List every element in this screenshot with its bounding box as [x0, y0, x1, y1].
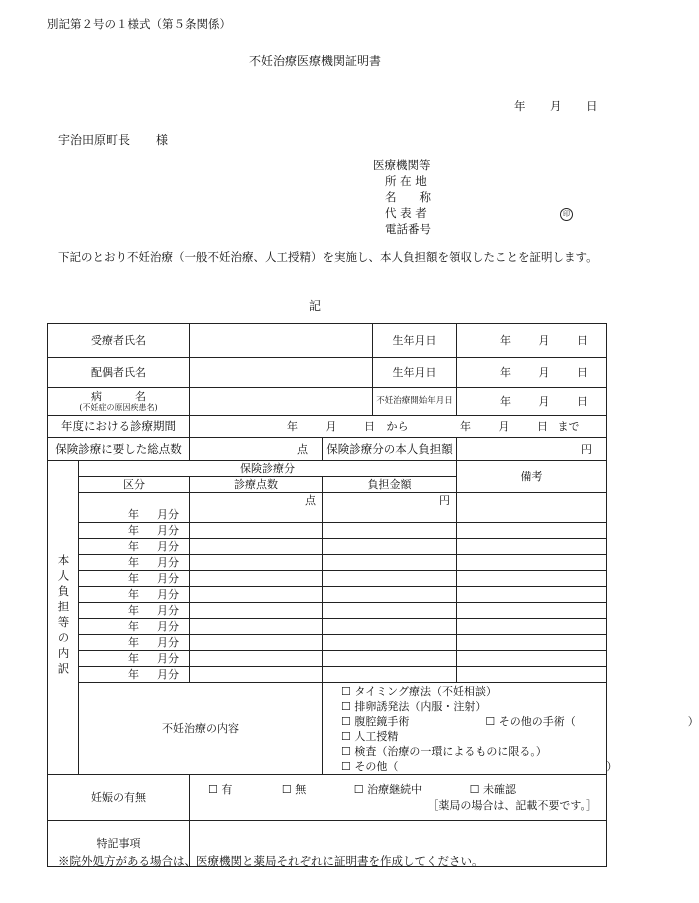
month-row: [48, 523, 607, 539]
month-remarks[interactable]: [457, 603, 607, 619]
period-from: から: [386, 420, 409, 433]
intro-statement: 下記のとおり不妊治療（一般不妊治療、人工授精）を実施し、本人負担額を領収したことを証明します。: [58, 250, 598, 264]
month-label: 年 月分: [79, 539, 190, 555]
issuer-address: 所 在 地: [385, 174, 427, 188]
special-label: 特記事項: [48, 821, 190, 867]
date-month: 月: [550, 99, 562, 113]
month-amount[interactable]: [323, 539, 457, 555]
addressee-honorific: 様: [156, 133, 169, 147]
month-points[interactable]: [190, 493, 323, 523]
period-d1: 日: [364, 420, 376, 433]
row-period: [48, 416, 607, 438]
point-unit: 点: [297, 442, 309, 456]
month-amount[interactable]: [323, 667, 457, 683]
month-row: [48, 619, 607, 635]
dob-year: 年: [500, 334, 512, 347]
pregnancy-note: ［薬局の場合は、記載不要です。］: [427, 798, 598, 812]
month-points[interactable]: [190, 667, 323, 683]
row-breakdown-header1: [48, 461, 607, 477]
amount-header: 負担金額: [323, 477, 457, 493]
month-amount[interactable]: [323, 603, 457, 619]
month-remarks[interactable]: [457, 539, 607, 555]
pregnancy-unconfirmed[interactable]: ☐ 未確認: [469, 782, 516, 796]
month-row: [48, 667, 607, 683]
month-amount[interactable]: [323, 493, 457, 523]
month-remarks[interactable]: [457, 635, 607, 651]
row-patient: [48, 324, 607, 358]
row-treatment: [48, 683, 607, 775]
issuer-phone: 電話番号: [385, 222, 431, 236]
start-date-field[interactable]: [457, 388, 607, 416]
dob-day: 日: [577, 366, 589, 379]
total-points-label: 保険診療に要した総点数: [48, 438, 190, 461]
dob-month: 月: [538, 334, 550, 347]
month-row: [48, 493, 607, 523]
month-label: 年 月分: [79, 493, 190, 523]
burden-field[interactable]: [457, 438, 607, 461]
month-label: 年 月分: [79, 603, 190, 619]
patient-name-label: 受療者氏名: [48, 324, 190, 358]
month-remarks[interactable]: [457, 587, 607, 603]
remarks-header: 備考: [457, 461, 607, 493]
ki-heading: 記: [308, 299, 321, 313]
period-d2: 日: [537, 420, 549, 433]
period-m2: 月: [498, 420, 510, 433]
patient-dob-label: 生年月日: [373, 324, 457, 358]
month-points[interactable]: [190, 539, 323, 555]
row-pregnancy: [48, 775, 607, 821]
footnote: ※院外処方がある場合は、医療機関と薬局それぞれに証明書を作成してください。: [58, 854, 484, 868]
start-year: 年: [500, 395, 512, 408]
breakdown-vertical-label: 本人負担等の内訳: [48, 461, 79, 775]
month-label: 年 月分: [79, 667, 190, 683]
pregnancy-yes[interactable]: ☐ 有: [208, 782, 233, 796]
month-label: 年 月分: [79, 587, 190, 603]
dob-month: 月: [538, 366, 550, 379]
month-points[interactable]: [190, 603, 323, 619]
spouse-dob-field[interactable]: [457, 358, 607, 388]
month-remarks[interactable]: [457, 555, 607, 571]
month-points[interactable]: [190, 523, 323, 539]
month-label: 年 月分: [79, 619, 190, 635]
month-amount[interactable]: [323, 523, 457, 539]
month-amount[interactable]: [323, 587, 457, 603]
document-title: 不妊治療医療機関証明書: [248, 54, 381, 68]
point-unit: 点: [305, 494, 317, 507]
treatment-other[interactable]: ☐ その他（ ）: [341, 759, 618, 773]
pregnancy-label: 妊娠の有無: [48, 775, 190, 821]
spouse-dob-label: 生年月日: [373, 358, 457, 388]
patient-name-field[interactable]: [190, 324, 373, 358]
month-amount[interactable]: [323, 555, 457, 571]
points-header: 診療点数: [190, 477, 323, 493]
date-year: 年: [514, 99, 526, 113]
disease-field[interactable]: [190, 388, 373, 416]
month-remarks[interactable]: [457, 523, 607, 539]
dob-year: 年: [500, 366, 512, 379]
dob-day: 日: [577, 334, 589, 347]
month-points[interactable]: [190, 651, 323, 667]
period-y2: 年: [460, 420, 472, 433]
treatment-ovulation[interactable]: ☐ 排卵誘発法（内服・注射）: [341, 699, 487, 713]
month-row: [48, 539, 607, 555]
month-amount[interactable]: [323, 635, 457, 651]
month-points[interactable]: [190, 571, 323, 587]
insured-header: 保険診療分: [79, 461, 457, 477]
seal-icon: 印: [560, 206, 573, 221]
month-remarks[interactable]: [457, 493, 607, 523]
burden-label: 保険診療分の本人負担額: [323, 438, 457, 461]
month-row: [48, 651, 607, 667]
period-m1: 月: [325, 420, 337, 433]
issuer-representative: 代 表 者: [385, 206, 427, 220]
month-remarks[interactable]: [457, 651, 607, 667]
start-date-label: 不妊治療開始年月日: [373, 388, 457, 416]
month-label: 年 月分: [79, 523, 190, 539]
row-totals: [48, 438, 607, 461]
treatment-label: 不妊治療の内容: [79, 683, 323, 775]
spouse-name-field[interactable]: [190, 358, 373, 388]
disease-label-text: 病 名: [91, 390, 147, 403]
spouse-name-label: 配偶者氏名: [48, 358, 190, 388]
yen-unit: 円: [439, 494, 451, 507]
row-disease: [48, 388, 607, 416]
month-row: [48, 555, 607, 571]
month-label: 年 月分: [79, 555, 190, 571]
month-label: 年 月分: [79, 571, 190, 587]
row-spouse: [48, 358, 607, 388]
certificate-table: [47, 323, 699, 867]
period-to: まで: [557, 420, 580, 433]
start-month: 月: [538, 395, 550, 408]
month-amount[interactable]: [323, 619, 457, 635]
pregnancy-continuing[interactable]: ☐ 治療継続中: [353, 782, 423, 796]
month-row: [48, 571, 607, 587]
month-label: 年 月分: [79, 651, 190, 667]
treatment-ai[interactable]: ☐ 人工授精: [341, 729, 399, 743]
yen-unit: 円: [581, 442, 593, 456]
pregnancy-no[interactable]: ☐ 無: [281, 782, 307, 796]
disease-note: (不妊症の原因疾患名): [79, 403, 158, 412]
issuer-name: 名 称: [385, 190, 431, 204]
treatment-options: [323, 683, 699, 775]
month-remarks[interactable]: [457, 571, 607, 587]
month-row: [48, 635, 607, 651]
period-y1: 年: [287, 420, 299, 433]
treatment-other-surgery[interactable]: ☐ その他の手術（ ）: [485, 714, 699, 728]
start-day: 日: [577, 395, 589, 408]
month-remarks[interactable]: [457, 619, 607, 635]
category-header: 区分: [79, 477, 190, 493]
month-points[interactable]: [190, 635, 323, 651]
month-points[interactable]: [190, 587, 323, 603]
month-amount[interactable]: [323, 571, 457, 587]
addressee: [58, 131, 168, 148]
total-points-field[interactable]: [190, 438, 323, 461]
month-points[interactable]: [190, 555, 323, 571]
period-label: 年度における診療期間: [48, 416, 190, 438]
month-remarks[interactable]: [457, 667, 607, 683]
issuer-heading: 医療機関等: [373, 158, 431, 172]
month-label: 年 月分: [79, 635, 190, 651]
month-points[interactable]: [190, 619, 323, 635]
treatment-laparoscopy[interactable]: ☐ 腹腔鏡手術 ☐ その他の手術（ ）: [341, 714, 699, 728]
date-day: 日: [586, 99, 598, 113]
treatment-exam[interactable]: ☐ 検査（治療の一環によるものに限る。）: [341, 744, 547, 758]
month-row: [48, 603, 607, 619]
form-label: 別記第２号の１様式（第５条関係）: [47, 17, 231, 31]
disease-label: [48, 388, 190, 416]
month-row: [48, 587, 607, 603]
patient-dob-field[interactable]: [457, 324, 607, 358]
month-amount[interactable]: [323, 651, 457, 667]
treatment-timing[interactable]: ☐ タイミング療法（不妊相談）: [341, 684, 497, 698]
addressee-name: 宇治田原町長: [58, 133, 131, 147]
pregnancy-options: [190, 775, 607, 821]
period-field[interactable]: [190, 416, 607, 438]
